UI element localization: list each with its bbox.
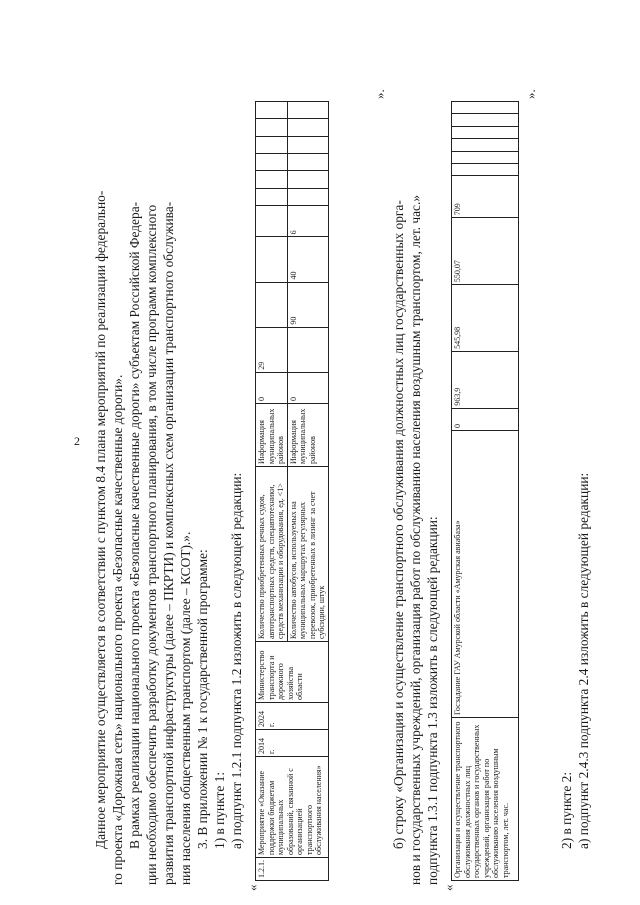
paragraph: Данное мероприятие осуществляется в соответствии с пунктом 8.4 плана мероприятий по реализации федерально- (93, 190, 108, 849)
table-cell: Организация и осуществление транспортного обслуживания должностных лиц государственных органов и государственных учреждений, организация работ по обслуживанию населения воздушным транспортом, лет. час. (452, 718, 519, 881)
paragraph: В рамках реализации национального проекта «Безопасные качественные дороги» субъектам Российской Федера- (127, 201, 142, 849)
paragraph: нов и государственных учреждений, организация работ по обслуживанию населения воздушным транспортом, лет. час.» (408, 194, 423, 885)
table-cell (287, 154, 328, 171)
table-cell (256, 188, 288, 205)
table-cell (287, 136, 328, 153)
table-cell (452, 163, 519, 175)
table-cell: 1.2.1. (256, 858, 329, 881)
table-cell (452, 139, 519, 151)
table-cell: 0 (452, 408, 519, 430)
page-number: 2 (74, 434, 80, 448)
table-cell: 29 (256, 327, 288, 372)
paragraph: б) строку «Организация и осуществление транспортного обслуживания должностных лиц государственных орга- (391, 200, 406, 849)
page-body (85, 35, 605, 891)
table-cell (256, 282, 288, 327)
table-cell (287, 119, 328, 136)
quote-open: « (245, 884, 260, 891)
table-cell (452, 151, 519, 163)
table-cell (452, 102, 519, 114)
table-row (256, 102, 288, 881)
table-cell: 40 (287, 237, 328, 282)
paragraph: 2) в пункте 2: (559, 771, 574, 849)
table-cell: Госзадание ГАУ Амурской области «Амурская авиабаза» (452, 431, 519, 718)
table-cell (452, 126, 519, 138)
paragraph: го проекта «Дорожная сеть» национального проекта «Безопасные качественные дороги». (110, 374, 125, 885)
table-cell (256, 154, 288, 171)
table-cell: Количество приобретенных речных судов, автотранспортных средств, спецавтотехники, средств механизации и оборудования, ед. <1> (256, 467, 288, 642)
table-cell: 2024 г. (256, 703, 329, 730)
quote-open: « (441, 884, 456, 891)
table-cell: Информация муниципальных районов (287, 404, 328, 467)
table-cell (287, 327, 328, 372)
table-cell: Министерство транспорта и дорожного хозяйства области (256, 642, 329, 703)
table-cell (287, 171, 328, 188)
table-row (452, 102, 519, 881)
table-cell (256, 237, 288, 282)
table-cell (256, 171, 288, 188)
table-cell: Количество автобусов, используемых на муниципальных маршрутах регулярных перевозок, приобретенных в лизинг за счет субсидии, штук (287, 467, 328, 642)
paragraph: 3. В приложении № 1 к государственной программе: (195, 549, 210, 849)
quote-close: ». (372, 89, 387, 99)
quote-close: ». (523, 89, 538, 99)
paragraph: ции необходимо обеспечить разработку документов транспортного планирования, в том числе программ комплексного (144, 204, 159, 885)
table-cell (256, 136, 288, 153)
table-subitem-1-2-1 (255, 101, 329, 881)
paragraph: подпункта 1.3.1 подпункта 1.3 изложить в следующей редакции: (425, 516, 440, 885)
paragraph: 1) в пункте 1: (212, 771, 227, 849)
table-cell (256, 206, 288, 237)
table-cell: 545,98 (452, 285, 519, 352)
table-cell (287, 188, 328, 205)
table-cell: 0 (256, 372, 288, 403)
paragraph: ния населения общественным транспортом (далее – КСОТ).». (178, 531, 193, 885)
table-cell (452, 114, 519, 126)
table-cell: 90 (287, 282, 328, 327)
table-cell: Мероприятие «Оказание поддержки бюджетам муниципальных образований, связанной с организацией транспортного обслуживания населения» (256, 757, 329, 858)
table-cell (256, 102, 288, 119)
paragraph: а) подпункт 1.2.1 подпункта 1.2 изложить в следующей редакции: (229, 472, 244, 849)
table-cell: 6 (287, 206, 328, 237)
table-cell: Информация муниципальных районов (256, 404, 288, 467)
table-cell: 963,9 (452, 351, 519, 408)
paragraph: а) подпункт 2.4.3 подпункта 2.4 изложить в следующей редакции: (576, 472, 591, 849)
table-subitem-1-3-1 (451, 101, 519, 881)
table-cell: 550,07 (452, 218, 519, 285)
table-cell (287, 102, 328, 119)
table-cell: 0 (287, 372, 328, 403)
table-cell: 2014 г. (256, 730, 329, 757)
paragraph: развития транспортной инфраструктуры (далее – ПКРТИ) и комплексных схем организации транспортного обслужива- (161, 201, 176, 885)
table-cell: 709 (452, 176, 519, 218)
table-cell (256, 119, 288, 136)
